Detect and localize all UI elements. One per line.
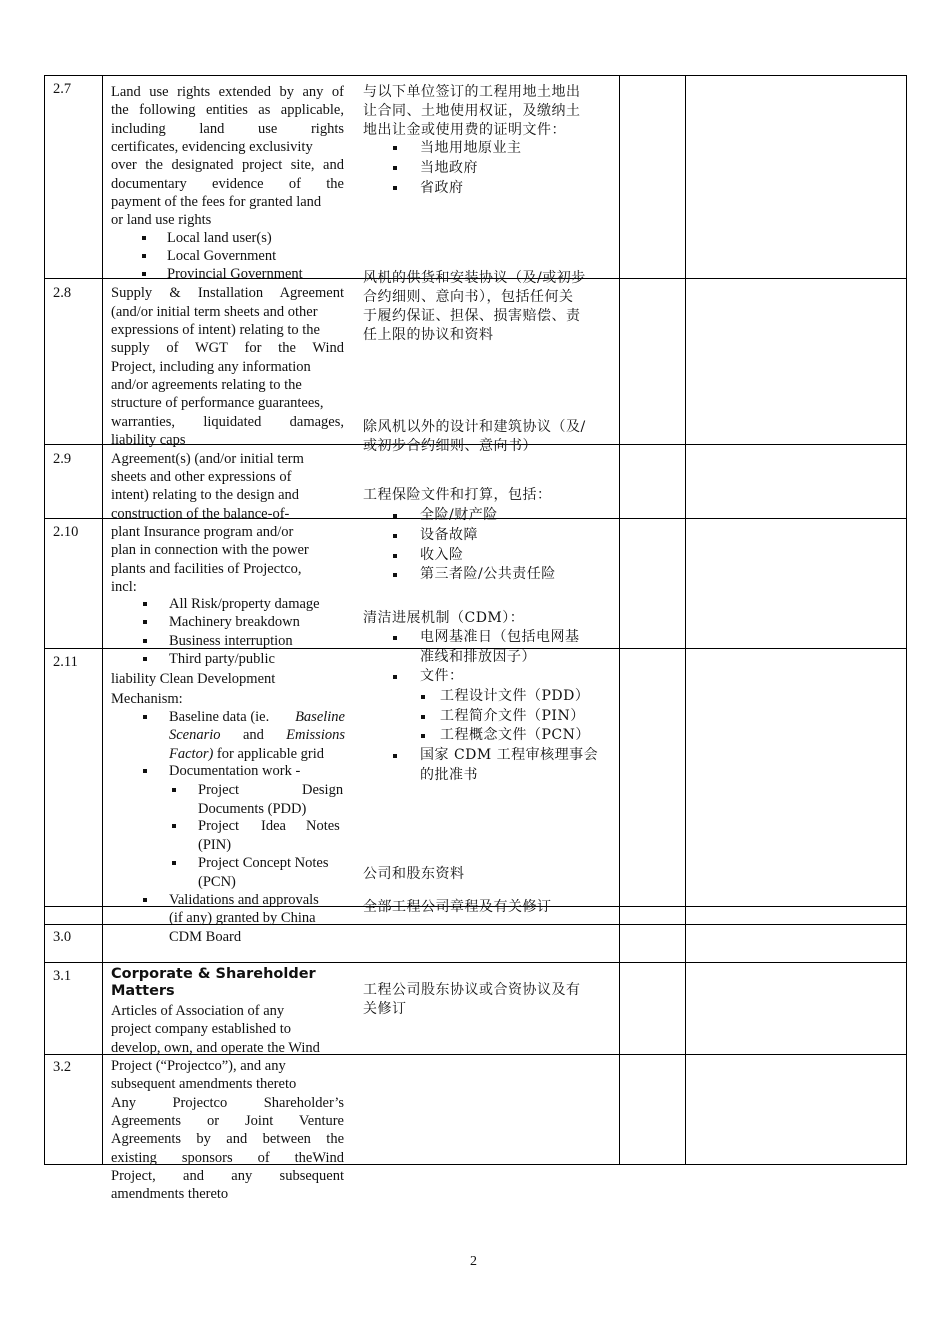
baseline-item-line3	[169, 745, 324, 763]
row-2-8-en-line: and/or agreements relating to the	[111, 377, 302, 393]
row-2-7-en-line: or land use rights	[111, 212, 212, 228]
row-2-9-en-bullet: Third party/public	[169, 651, 275, 667]
bullet-icon	[143, 769, 147, 773]
row-2-11-en-line: Mechanism:	[111, 691, 183, 707]
scenario-italic: Scenario	[169, 727, 221, 743]
row-2-9-en-line: intent) relating to the design and	[111, 487, 300, 503]
row-3-1-en-line: project company established to	[111, 1021, 291, 1037]
bullet-icon	[393, 675, 397, 679]
row-2-8-en-line: structure of performance guarantees,	[111, 395, 324, 411]
bullet-icon	[172, 824, 176, 828]
row-2-10-zh-bullet: 收入险	[420, 547, 464, 563]
row-2-7-en-line: documentary evidence of the	[111, 176, 344, 192]
bullet-icon	[393, 573, 397, 577]
sub-item: Project	[198, 818, 240, 834]
bullet-icon	[393, 514, 397, 518]
row-2-9-en-line: Agreement(s) (and/or initial term	[111, 451, 304, 467]
row-3-2-en-line: existing sponsors of theWind	[111, 1150, 344, 1166]
bullet-icon	[393, 186, 397, 190]
row-2-8-zh-line: 于履约保证、担保、损害赔偿、责	[363, 308, 581, 324]
row-number: 2.10	[53, 524, 79, 540]
sub-item: Idea	[261, 818, 286, 834]
row-number: 2.8	[53, 285, 72, 301]
bullet-icon	[143, 715, 147, 719]
validation-item: CDM Board	[169, 929, 242, 945]
bullet-icon	[393, 534, 397, 538]
row-2-7-en-bullet: Provincial Government	[167, 266, 303, 282]
bullet-icon	[143, 657, 147, 661]
bullet-icon	[172, 861, 176, 865]
row-3-2-en-line: Project, and any subsequent	[111, 1168, 344, 1184]
row-2-9-en-bullet: Machinery breakdown	[169, 614, 300, 630]
row-2-7-zh-line: 让合同、土地使用权证，及缴纳土	[363, 103, 581, 119]
row-2-9-en-line: plan in connection with the power	[111, 542, 309, 558]
sub-item: (PIN)	[198, 837, 232, 853]
row-2-11-zh-bullet: 电网基准日（包括电网基	[420, 629, 580, 645]
row-2-7-en-line: certificates, evidencing exclusivity	[111, 139, 313, 155]
bullet-icon	[421, 734, 425, 738]
sub-item: Design	[302, 782, 344, 798]
row-2-7-zh-bullet: 当地用地原业主	[420, 140, 522, 156]
row-number: 3.2	[53, 1059, 72, 1075]
row-number: 2.11	[53, 654, 78, 670]
row-2-11-zh-bullet: 文件：	[420, 668, 464, 684]
bullet-icon	[143, 898, 147, 902]
row-2-11-zh-bullet: 准线和排放因子）	[420, 649, 536, 665]
bullet-icon	[393, 754, 397, 758]
sub-item: Project Concept Notes	[198, 855, 329, 871]
baseline-italic: Baseline	[295, 709, 345, 725]
row-3-1-en-line: Articles of Association of any	[111, 1003, 285, 1019]
section-title: Matters	[111, 983, 175, 999]
row-3-2-en-line: Any Projectco Shareholder’s	[111, 1095, 344, 1111]
row-3-2-en-line: Agreements or Joint Venture	[111, 1113, 344, 1129]
row-2-7-en-bullet: Local Government	[167, 248, 277, 264]
emissions-italic: Emissions	[286, 727, 345, 743]
row-2-8-en-line: liability caps	[111, 432, 186, 448]
row-2-11-zh-sub: 工程简介文件（PIN）	[440, 708, 585, 724]
row-2-9-en-line: incl:	[111, 579, 137, 595]
row-2-10-zh-bullet: 设备故障	[420, 527, 478, 543]
row-3-2-en-line: subsequent amendments thereto	[111, 1076, 297, 1092]
bullet-icon	[393, 166, 397, 170]
bullet-icon	[143, 620, 147, 624]
row-2-9-en-line: construction of the balance-of-	[111, 506, 290, 522]
row-2-9-zh-line: 或初步合约细则、意向书）	[363, 438, 537, 454]
row-2-11-zh-bullet: 的批准书	[420, 767, 478, 783]
row-2-8-zh-line: 风机的供货和安装协议（及/或初步	[363, 270, 586, 286]
row-2-8-en-line: expressions of intent) relating to the	[111, 322, 320, 338]
section-title: Corporate & Shareholder	[111, 966, 316, 982]
row-2-8-en-line: warranties, liquidated damages,	[111, 414, 344, 430]
row-number: 3.0	[53, 929, 72, 945]
baseline-item-line2	[169, 726, 345, 744]
row-2-7-zh-line: 地出让金或使用费的证明文件：	[363, 122, 566, 138]
row-2-8-en-line: Supply & Installation Agreement	[111, 285, 344, 301]
sub-item: Project	[198, 782, 240, 798]
row-2-8-en-line: Project, including any information	[111, 359, 311, 375]
bullet-icon	[172, 788, 176, 792]
factor-italic: Factor)	[169, 746, 214, 762]
row-2-9-en-line: plant Insurance program and/or	[111, 524, 294, 540]
row-3-0-zh-line: 公司和股东资料	[363, 866, 465, 882]
row-number: 2.7	[53, 81, 72, 97]
row-2-7-en-line: payment of the fees for granted land	[111, 194, 322, 210]
bullet-icon	[393, 146, 397, 150]
row-number: 3.1	[53, 968, 72, 984]
baseline-text: Baseline data (ie.	[169, 709, 270, 725]
row-3-2-en-line: amendments thereto	[111, 1186, 229, 1202]
row-2-8-en-line: (and/or initial term sheets and other	[111, 304, 318, 320]
and-text: and	[243, 727, 264, 743]
row-2-11-zh-sub: 工程设计文件（PDD）	[440, 688, 590, 704]
sub-item: Notes	[306, 818, 340, 834]
row-2-9-zh-line: 除风机以外的设计和建筑协议（及/	[363, 419, 586, 435]
bullet-icon	[393, 554, 397, 558]
validation-item: Validations and approvals	[169, 892, 319, 908]
bullet-icon	[142, 236, 146, 240]
validation-item: (if any) granted by China	[169, 910, 316, 926]
row-3-1-en-line: develop, own, and operate the Wind	[111, 1040, 320, 1056]
page-number: 2	[470, 1254, 477, 1269]
row-2-8-en-line: supply of WGT for the Wind	[111, 340, 344, 356]
bullet-icon	[143, 602, 147, 606]
row-2-9-en-line: sheets and other expressions of	[111, 469, 292, 485]
row-3-2-en-line: Agreements by and between the	[111, 1131, 344, 1147]
bullet-icon	[421, 715, 425, 719]
row-2-8-zh-line: 合约细则、意向书），包括任何关	[363, 289, 574, 305]
bullet-icon	[143, 639, 147, 643]
row-3-2-en-line: Project (“Projectco”), and any	[111, 1058, 286, 1074]
row-2-7-en-line: the following entities as applicable,	[111, 102, 344, 118]
row-2-9-en-bullet: Business interruption	[169, 633, 293, 649]
grid-text: for applicable grid	[213, 746, 325, 762]
row-2-10-zh-line: 工程保险文件和打算，包括：	[363, 487, 552, 503]
row-2-8-zh-line: 任上限的协议和资料	[363, 327, 494, 343]
row-3-1-zh-line: 关修订	[363, 1001, 407, 1017]
row-2-10-zh-bullet: 全险/财产险	[420, 507, 498, 523]
row-2-7-zh-bullet: 当地政府	[420, 160, 478, 176]
row-2-7-en-bullet: Local land user(s)	[167, 230, 272, 246]
row-2-11-zh-title: 清洁进展机制（CDM）：	[363, 610, 525, 626]
baseline-item	[169, 708, 345, 726]
row-2-9-en-line: plants and facilities of Projectco,	[111, 561, 302, 577]
documentation-item: Documentation work -	[169, 763, 301, 779]
row-2-10-zh-bullet: 第三者险/公共责任险	[420, 566, 556, 582]
row-2-7-en-line: over the designated project site, and	[111, 157, 344, 173]
bullet-icon	[142, 254, 146, 258]
bullet-icon	[142, 272, 146, 276]
row-number: 2.9	[53, 451, 72, 467]
row-2-9-en-bullet: All Risk/property damage	[169, 596, 320, 612]
row-2-7-en-line: Land use rights extended by any of	[111, 84, 344, 100]
row-2-11-en-line: liability Clean Development	[111, 671, 276, 687]
sub-item: Documents (PDD)	[198, 801, 307, 817]
row-3-1-zh-line: 工程公司股东协议或合资协议及有	[363, 982, 581, 998]
row-3-0-zh-line: 全部工程公司章程及有关修订	[363, 899, 552, 915]
sub-item: (PCN)	[198, 874, 236, 890]
row-2-11-zh-bullet: 国家 CDM 工程审核理事会	[420, 747, 599, 763]
row-2-7-en-line: including land use rights	[111, 121, 344, 137]
row-2-7-zh-line: 与以下单位签订的工程用地土地出	[363, 84, 581, 100]
row-2-7-zh-bullet: 省政府	[420, 180, 464, 196]
row-2-11-zh-sub: 工程概念文件（PCN）	[440, 727, 590, 743]
bullet-icon	[393, 636, 397, 640]
bullet-icon	[421, 695, 425, 699]
